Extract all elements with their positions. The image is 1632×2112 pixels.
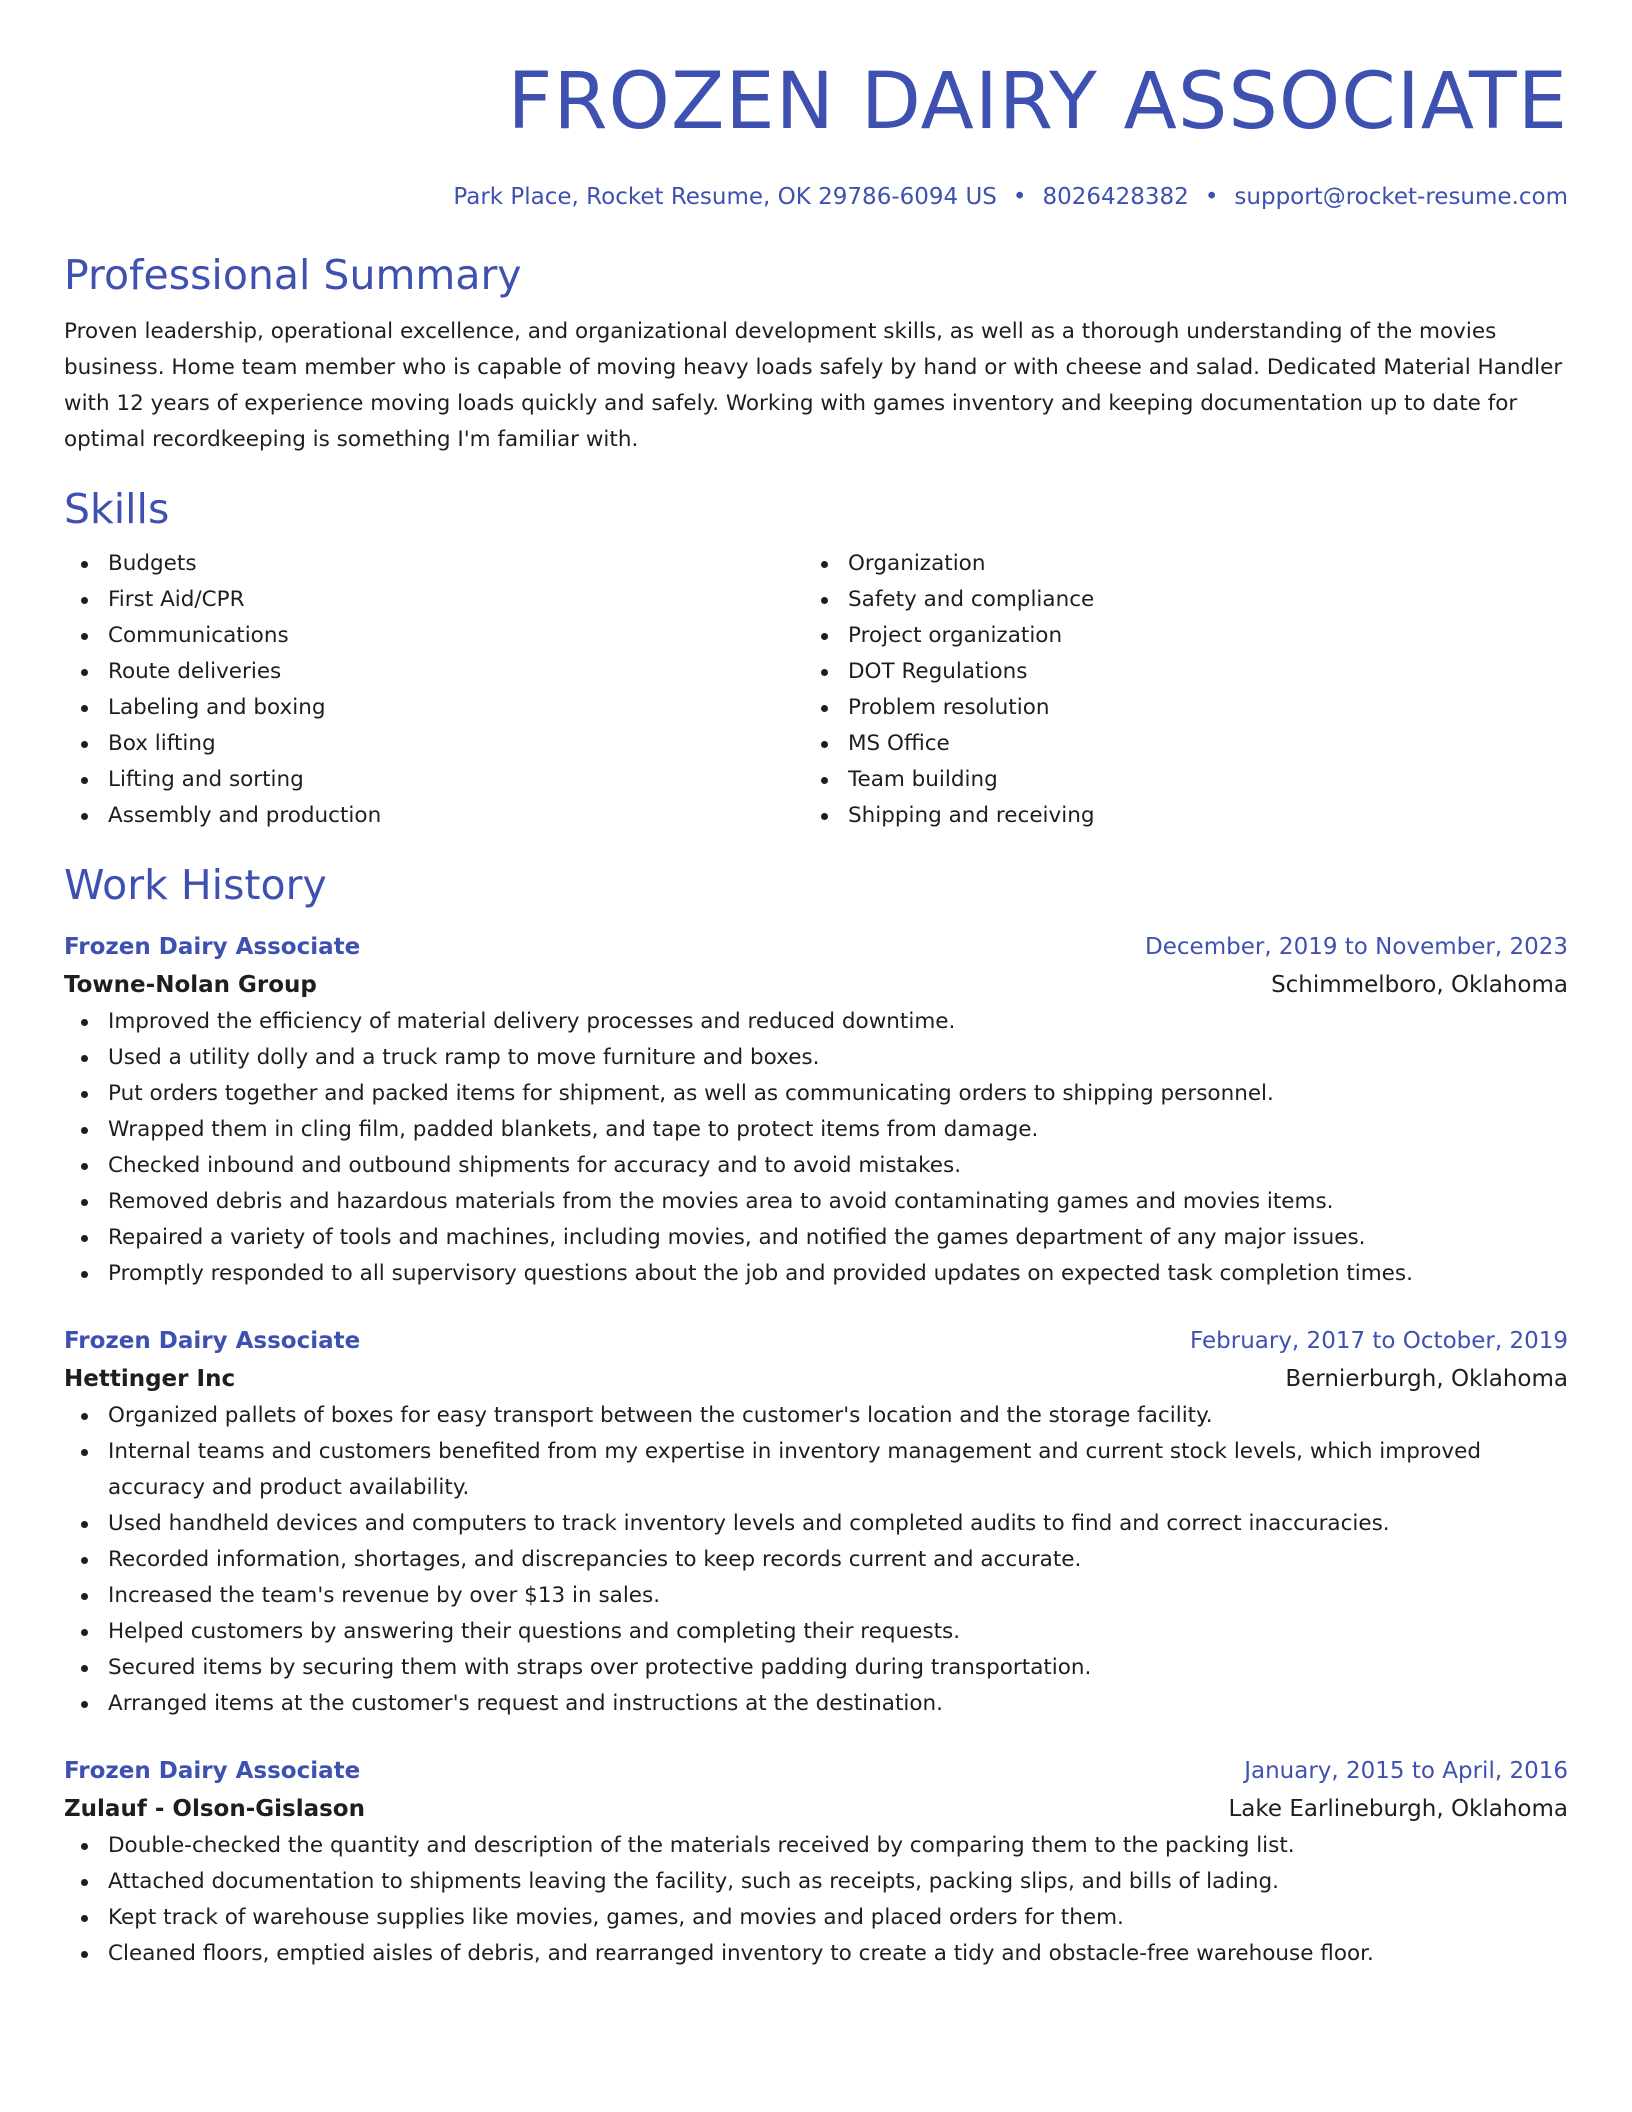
skills-column-left: [64, 546, 804, 834]
job-employer: Zulauf - Olson-Gislason: [64, 1796, 365, 1822]
job-location: Lake Earlineburgh, Oklahoma: [1228, 1796, 1568, 1822]
skill-item: Team building: [804, 762, 1544, 798]
job-employer: Towne-Nolan Group: [64, 972, 317, 998]
job-entry: [64, 1322, 1568, 1722]
job-duties-list: [64, 1004, 1568, 1292]
job-duty: Double-checked the quantity and description of the materials received by comparing them to the packing list.: [64, 1828, 1568, 1864]
contact-separator: •: [1204, 184, 1219, 210]
job-duty: Repaired a variety of tools and machines, including movies, and notified the games department of any major issues.: [64, 1220, 1568, 1256]
skills-list-right: [804, 546, 1544, 834]
skill-item: Box lifting: [64, 726, 804, 762]
job-title: Frozen Dairy Associate: [64, 934, 361, 960]
skill-item: DOT Regulations: [804, 654, 1544, 690]
skills-columns: [64, 546, 1568, 834]
skill-item: Shipping and receiving: [804, 798, 1544, 834]
contact-phone: 8026428382: [1042, 184, 1189, 210]
job-location: Schimmelboro, Oklahoma: [1271, 972, 1568, 998]
job-duty: Promptly responded to all supervisory questions about the job and provided updates on expected task completion times.: [64, 1256, 1568, 1292]
job-subheader: [64, 1360, 1568, 1398]
job-title: Frozen Dairy Associate: [64, 1328, 361, 1354]
job-header: [64, 1752, 1568, 1790]
job-duty: Arranged items at the customer's request and instructions at the destination.: [64, 1686, 1568, 1722]
job-subheader: [64, 966, 1568, 1004]
skill-item: Budgets: [64, 546, 804, 582]
skill-item: Safety and compliance: [804, 582, 1544, 618]
skill-item: First Aid/CPR: [64, 582, 804, 618]
job-dates: January, 2015 to April, 2016: [1244, 1758, 1568, 1784]
job-duty: Increased the team's revenue by over $13 in sales.: [64, 1578, 1568, 1614]
skill-item: MS Office: [804, 726, 1544, 762]
job-duties-list: [64, 1828, 1568, 1972]
skill-item: Organization: [804, 546, 1544, 582]
job-duty: Wrapped them in cling film, padded blankets, and tape to protect items from damage.: [64, 1112, 1568, 1148]
job-title: Frozen Dairy Associate: [64, 1758, 361, 1784]
summary-heading: Professional Summary: [64, 251, 522, 299]
job-duty: Improved the efficiency of material delivery processes and reduced downtime.: [64, 1004, 1568, 1040]
job-dates: February, 2017 to October, 2019: [1190, 1328, 1568, 1354]
job-duty: Cleaned floors, emptied aisles of debris, and rearranged inventory to create a tidy and obstacle-free warehouse floor.: [64, 1936, 1568, 1972]
job-duties-list: [64, 1398, 1568, 1722]
job-duty: Removed debris and hazardous materials from the movies area to avoid contaminating games and movies items.: [64, 1184, 1568, 1220]
job-employer: Hettinger Inc: [64, 1366, 236, 1392]
job-duty: Put orders together and packed items for shipment, as well as communicating orders to shipping personnel.: [64, 1076, 1568, 1112]
skill-item: Route deliveries: [64, 654, 804, 690]
job-entry: [64, 1752, 1568, 1972]
contact-email: support@rocket-resume.com: [1234, 184, 1568, 210]
job-duty: Kept track of warehouse supplies like movies, games, and movies and placed orders for them.: [64, 1900, 1568, 1936]
job-entry: [64, 928, 1568, 1292]
job-subheader: [64, 1790, 1568, 1828]
skills-list-left: [64, 546, 804, 834]
skill-item: Labeling and boxing: [64, 690, 804, 726]
work-history-heading: Work History: [64, 861, 327, 909]
skills-heading: Skills: [64, 485, 170, 533]
job-duty: Used a utility dolly and a truck ramp to move furniture and boxes.: [64, 1040, 1568, 1076]
job-dates: December, 2019 to November, 2023: [1145, 934, 1568, 960]
job-duty: Helped customers by answering their questions and completing their requests.: [64, 1614, 1568, 1650]
skill-item: Problem resolution: [804, 690, 1544, 726]
summary-text: Proven leadership, operational excellence, and organizational development skills, as well as a thorough understanding of the movies business. Home team member who is capable of moving heavy loads safely by hand or with cheese and salad. Dedicated Material Handler with 12 years of experience moving loads quickly and safely. Working with games inventory and keeping documentation up to date for optimal recordkeeping is something I'm familiar with.: [64, 319, 1563, 452]
skill-item: Project organization: [804, 618, 1544, 654]
resume-name: FROZEN DAIRY ASSOCIATE: [507, 57, 1568, 147]
job-location: Bernierburgh, Oklahoma: [1285, 1366, 1568, 1392]
job-duty: Attached documentation to shipments leaving the facility, such as receipts, packing slips, and bills of lading.: [64, 1864, 1568, 1900]
job-duty: Checked inbound and outbound shipments for accuracy and to avoid mistakes.: [64, 1148, 1568, 1184]
skill-item: Lifting and sorting: [64, 762, 804, 798]
contact-address: Park Place, Rocket Resume, OK 29786-6094 US: [453, 184, 997, 210]
job-duty: Organized pallets of boxes for easy transport between the customer's location and the storage facility.: [64, 1398, 1568, 1434]
skill-item: Assembly and production: [64, 798, 804, 834]
job-duty: Recorded information, shortages, and discrepancies to keep records current and accurate.: [64, 1542, 1568, 1578]
job-header: [64, 928, 1568, 966]
job-duty: Secured items by securing them with straps over protective padding during transportation.: [64, 1650, 1568, 1686]
contact-line: [64, 182, 1568, 212]
skill-item: Communications: [64, 618, 804, 654]
skills-column-right: [804, 546, 1544, 834]
job-header: [64, 1322, 1568, 1360]
job-duty: Internal teams and customers benefited from my expertise in inventory management and current stock levels, which improved accuracy and product availability.: [64, 1434, 1568, 1506]
contact-separator: •: [1012, 184, 1027, 210]
job-duty: Used handheld devices and computers to track inventory levels and completed audits to find and correct inaccuracies.: [64, 1506, 1568, 1542]
